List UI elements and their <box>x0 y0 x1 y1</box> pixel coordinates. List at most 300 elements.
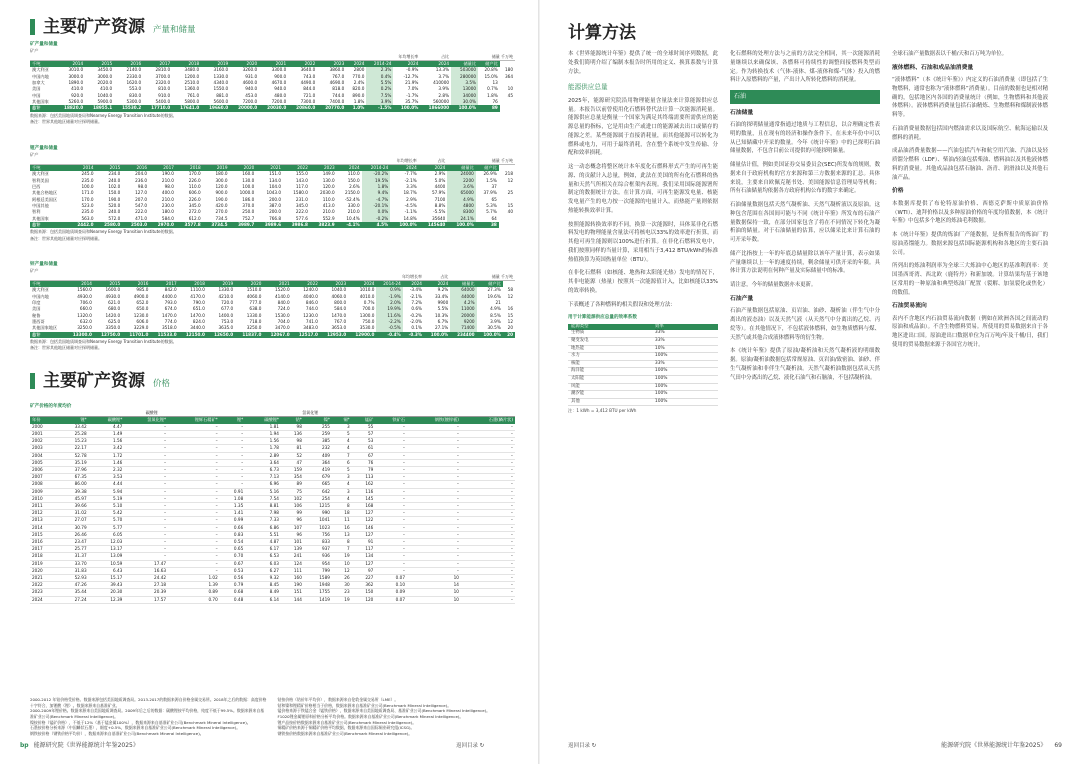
table-row <box>30 589 515 596</box>
table-cell: 750.0 <box>362 318 375 324</box>
table-cell: – <box>220 438 245 445</box>
table-cell: 30.79 <box>58 524 89 531</box>
table-cell: 1330.0 <box>246 312 262 318</box>
table-cell: 0.65 <box>220 546 245 553</box>
footer-text: 能源研究院《世界能源统计年鉴2025》 <box>941 741 1047 749</box>
table-cell: 272.0 <box>188 209 201 215</box>
table-cell: 3229.0 <box>133 325 149 331</box>
table-cell: 3350.0 <box>105 325 121 331</box>
table-cell: 3 <box>332 474 352 481</box>
table-header-cell: 2024 <box>393 61 420 68</box>
table-cell: 218 <box>505 171 513 177</box>
table-cell: – <box>461 424 515 431</box>
table-cell: 160.0 <box>242 171 255 177</box>
table-cell: 210.0 <box>161 177 174 183</box>
table-cell: 86.00 <box>58 481 89 488</box>
table-cell: 234400 <box>450 332 476 338</box>
table-cell: 744.0 <box>332 92 345 98</box>
table-cell: 45.97 <box>58 495 89 502</box>
table-cell: 10 <box>407 589 461 596</box>
table-cell: – <box>124 517 168 524</box>
table-header-row <box>30 281 515 288</box>
table-cell: 3160.0 <box>213 67 229 73</box>
table-cell: -1.7% <box>406 92 419 98</box>
table-cell: 162 <box>352 481 376 488</box>
table-header-cell: 铁矿石 <box>375 417 407 424</box>
table-cell: 2012 <box>30 510 58 517</box>
table-cell: 100.0 <box>242 184 255 190</box>
table-cell: – <box>168 517 220 524</box>
table-cell: 13 <box>332 531 352 538</box>
table-cell: 4060.0 <box>246 293 262 299</box>
table-cell: 577.6 <box>295 215 308 221</box>
table-row <box>568 368 718 376</box>
table-cell: 1560.0 <box>77 287 92 293</box>
table-cell: 100% <box>652 398 718 406</box>
table-cell: 2.9% <box>406 196 417 202</box>
table-cell: – <box>375 424 407 431</box>
table-cell: – <box>124 539 168 546</box>
table-cell: 553.0 <box>129 86 142 92</box>
section-subtitle: 价格 <box>153 379 171 389</box>
table-cell: 19.9% <box>376 306 402 312</box>
note-line: 锰价格来源于铁锰合金（锰铁价格），数据来源来自美国地质调查局、基准矿业公司(Benchmark Mineral Intelligence)。 <box>277 708 491 714</box>
table-cell: – <box>461 524 515 531</box>
table-cell: 145 <box>352 495 376 502</box>
table-row <box>568 391 718 399</box>
table-cell: 3530.0 <box>359 325 375 331</box>
table-cell: 900.0 <box>274 73 287 79</box>
table-cell: 秘鲁 <box>32 312 41 318</box>
table-cell: 100% <box>652 376 718 384</box>
table-cell: – <box>124 467 168 474</box>
table-cell: 150.0 <box>108 190 121 196</box>
table-row <box>30 567 515 574</box>
table-cell: 1420.0 <box>105 312 121 318</box>
table-cell: – <box>461 582 515 589</box>
heading-oil-reserves: 石油储量 <box>730 109 754 116</box>
table-cell: 106 <box>281 503 304 510</box>
table-cell: 1.46 <box>89 459 125 466</box>
table-cell: 3450.0 <box>97 67 113 73</box>
table-cell: 0.66 <box>220 524 245 531</box>
table-cell: 19.5% <box>362 178 391 184</box>
table-cell: 37 <box>491 184 497 190</box>
table-cell: -52.4% <box>344 196 360 202</box>
table-cell: 1419 <box>304 596 332 603</box>
table-cell: – <box>168 474 220 481</box>
table-cell: 5.70 <box>89 517 125 524</box>
table-cell: 721.0 <box>303 92 316 98</box>
table-cell: 12953.0 <box>320 332 348 338</box>
table-row <box>30 546 515 553</box>
table-note: 备注：世界其他地区储量对应探明储量。 <box>30 345 102 351</box>
table-cell: – <box>461 445 515 452</box>
table-cell: -20.2% <box>362 171 391 177</box>
table-cell: 3860.0 <box>329 67 345 73</box>
table-cell: 33.70 <box>58 560 89 567</box>
table-cell: 1866000 <box>420 105 451 111</box>
table-cell: 0.07 <box>375 575 407 582</box>
table-header-cell: 储产比 <box>477 281 503 288</box>
table-cell: -1.9% <box>376 294 402 300</box>
table-cell: 11533.0 <box>150 332 178 338</box>
table-cell: 20.8% <box>484 67 498 73</box>
table-header-cell: 2014-24 <box>376 281 402 288</box>
table-cell: 9.32 <box>245 575 281 582</box>
table-cell: 990 <box>304 510 332 517</box>
table-cell: 1948 <box>304 582 332 589</box>
table-cell: – <box>168 424 220 431</box>
table-cell: 37.96 <box>58 467 89 474</box>
table-cell: 11837.0 <box>235 332 263 338</box>
table-cell: 33% <box>652 338 718 346</box>
table-cell: 1330.0 <box>213 73 229 79</box>
table-cell: 4930.0 <box>105 293 121 299</box>
table-cell: 650.0 <box>136 306 149 312</box>
table-cell: 智利 <box>32 209 41 215</box>
table-cell: -2.2% <box>376 319 402 325</box>
lithium-table-block <box>30 146 515 241</box>
table-cell: 110.0 <box>347 171 360 177</box>
table-cell: 606.0 <box>188 190 201 196</box>
table-cell: 5.19 <box>89 495 125 502</box>
table-cell: 6 <box>332 459 352 466</box>
table-total-row <box>30 105 515 111</box>
table-cell: 中国内地 <box>32 73 49 79</box>
table-cell: 752.7 <box>242 215 255 221</box>
table-cell: 18820.0 <box>56 105 85 111</box>
table-cell: 1470.0 <box>331 312 347 318</box>
paragraph: 石油消费量数据包括国内燃油需求以及国际航空、航海运输以及燃料的消耗。 <box>892 125 1048 141</box>
text-column-2 <box>730 50 880 387</box>
table-cell: 241 <box>281 553 304 560</box>
table-cell: 2020.0 <box>97 80 113 86</box>
table-row <box>30 560 515 567</box>
table-cell: 3.5% <box>451 80 478 86</box>
table-cell: 81 <box>281 445 304 452</box>
table-cell: 117.0 <box>295 184 308 190</box>
table-cell: 4140.0 <box>275 293 290 299</box>
table-cell: 澳大利亚 <box>32 171 49 177</box>
oil-section-bar: 石油 <box>730 90 880 104</box>
table-cell: 智利美国 <box>32 177 49 183</box>
table-cell: 4.2% <box>450 300 476 306</box>
table-cell: 12 <box>507 318 513 324</box>
table-caption: 锌产量和储量 <box>30 262 58 267</box>
table-subheader-row <box>30 274 515 281</box>
table-cell: 聚变发电 <box>568 338 652 346</box>
page-number: 69 <box>1054 741 1062 749</box>
table-cell: 3.9% <box>366 99 393 105</box>
table-cell: -2.1% <box>409 293 422 299</box>
table-cell: 12.03 <box>89 539 125 546</box>
table-cell: 3653.0 <box>331 325 347 331</box>
zinc-table-block <box>30 262 515 351</box>
table-cell: 3.64 <box>245 459 281 466</box>
table-cell: – <box>168 430 220 437</box>
table-cell: 2009 <box>30 488 58 495</box>
table-cell: 45 <box>507 92 513 98</box>
table-cell: 770.0 <box>352 73 365 79</box>
table-cell: 10 <box>407 596 461 603</box>
table-cell: 20860.0 <box>288 105 317 111</box>
table-cell: 89 <box>478 105 500 111</box>
table-cell: 124 <box>281 560 304 567</box>
table-row <box>30 539 515 546</box>
table-header-cell: 千吨 <box>30 281 66 288</box>
table-cell: 160 <box>281 575 304 582</box>
table-cell: – <box>168 495 220 502</box>
table-cell: 7400.0 <box>329 98 345 104</box>
paragraph: “液体燃料”（本《统计年鉴》）内定义的石油消费量（即包括了生物燃料，通常也称为“液体燃料”消费量）。目前的数据也是相对精确的，包括地区内各国的消费量统计（例如，生物燃料和其他液体燃料）。液体燃料消费量包括石油精炼、生物燃料和煤制液体燃料等。 <box>892 77 1048 119</box>
table-header-cell: 2024 <box>390 165 419 172</box>
table-header-cell: 锂* <box>220 417 245 424</box>
table-header-cell: 千吨 <box>30 61 56 68</box>
table-cell: 724.0 <box>277 306 290 312</box>
table-cell: 150.0 <box>347 177 360 183</box>
table-cell: – <box>461 503 515 510</box>
text-column-1 <box>568 50 718 415</box>
table-cell: 4.47 <box>89 424 125 431</box>
table-header-cell: 2015 <box>85 61 114 68</box>
table-cell: 810.0 <box>158 86 171 92</box>
table-cell: 3000.0 <box>97 73 113 79</box>
table-cell: 2008 <box>30 481 58 488</box>
table-cell: 水力 <box>568 353 652 361</box>
back-to-toc-link[interactable]: 返回目录 ↻ <box>456 742 485 749</box>
table-cell: – <box>375 459 407 466</box>
table-cell: 245.0 <box>81 171 94 177</box>
paragraph: 所列出的炼油利润率为全球三大炼油中心地区的基准利润率：美国墨西哥湾、西北欧（鹿特丹）和新加坡。计算结果均基于该地区常用的一种原油和典型炼油厂配置（裂解、加氢裂化或焦化）的数值。 <box>892 263 1048 296</box>
production-table <box>30 274 515 338</box>
table-cell: 4340.0 <box>213 80 229 86</box>
table-cell: 300.0 <box>215 177 228 183</box>
table-cell: 4 <box>332 481 352 488</box>
table-header-cell <box>30 274 376 281</box>
table-cell: 1230.0 <box>133 312 149 318</box>
table-cell: 552.9 <box>322 215 335 221</box>
table-cell: – <box>124 481 168 488</box>
table-cell: 420.0 <box>215 202 228 208</box>
table-cell: 79 <box>352 467 376 474</box>
table-cell: 920.0 <box>71 92 84 98</box>
table-cell: 149.0 <box>322 171 335 177</box>
table-cell: – <box>168 510 220 517</box>
table-cell: 6.03 <box>245 560 281 567</box>
table-cell: 409 <box>304 452 332 459</box>
table-cell: 3250.0 <box>246 325 262 331</box>
table-cell: – <box>220 424 245 431</box>
table-cell: – <box>375 438 407 445</box>
table-cell: 5.5% <box>437 306 449 312</box>
table-header-cell: 2020 <box>230 165 257 172</box>
table-cell: 1400.0 <box>218 312 234 318</box>
table-cell: 0.48 <box>220 596 245 603</box>
note-line: 钴和镍和锂精矿价格相当于价格，数据来源来自基准矿业公司(Benchmark Mineral Intelligence)。 <box>277 702 452 708</box>
table-cell: 171.0 <box>81 190 94 196</box>
heading-liquid-fuels: 液体燃料、石油和成品油消费量 <box>892 64 974 71</box>
table-cell: 1.41 <box>220 510 245 517</box>
table-row <box>30 445 515 452</box>
table-cell: 767.0 <box>334 318 347 324</box>
table-cell: 1470.0 <box>190 312 205 318</box>
table-note: 备注：世界其他地区储量对应探明储量。 <box>30 118 102 124</box>
table-cell: 844.0 <box>303 86 316 92</box>
table-cell: 222.0 <box>135 209 148 215</box>
table-cell: 107 <box>281 524 304 531</box>
table-cell: 4040.0 <box>303 293 318 299</box>
table-cell: -0.3% <box>403 332 424 338</box>
table-row <box>568 360 718 368</box>
table-cell: 1589 <box>304 575 332 582</box>
table-cell: 2.9% <box>434 171 446 177</box>
table-row <box>568 330 718 337</box>
table-cell: -0.4% <box>376 332 402 338</box>
table-cell: 6.53 <box>245 553 281 560</box>
table-cell: 10.3% <box>434 312 449 318</box>
section-header-price <box>30 370 170 393</box>
table-cell: 5.77 <box>89 524 125 531</box>
table-cell: 621.0 <box>108 300 121 306</box>
table-header-cell: 2024 <box>348 281 376 288</box>
table-cell: 6.86 <box>245 524 281 531</box>
table-cell: 13.09 <box>89 553 125 560</box>
table-cell: 5.42 <box>89 510 125 517</box>
table-cell: 2.6% <box>349 184 360 190</box>
table-cell: 767.0 <box>332 73 345 79</box>
table-cell: 665 <box>304 481 332 488</box>
note-line: 镍按价格（锰矿价格），不低于12%（基于锰金属100%），数据来源来自基准矿业公司(Benchmark Mineral Intelligence)。 <box>30 719 251 725</box>
table-cell: 2.8% <box>438 92 450 98</box>
notes-column-1 <box>30 697 268 737</box>
table-cell: 385 <box>304 438 332 445</box>
table-header-cell: 2017 <box>149 165 176 172</box>
table-cell: 2011 <box>30 503 58 510</box>
price-group-2: 氢氧化锂 <box>245 410 375 417</box>
table-cell: 13.17 <box>89 546 125 553</box>
table-cell: 563.0 <box>81 215 94 221</box>
table-cell: 3480.0 <box>184 67 200 73</box>
table-cell: 632.0 <box>79 318 92 324</box>
price-table <box>30 410 515 604</box>
table-row <box>30 474 515 481</box>
table-cell: 120.0 <box>322 184 335 190</box>
table-cell: 14.8% <box>403 215 417 221</box>
table-cell: 1.8% <box>487 92 498 98</box>
table-cell: 110.0 <box>188 184 201 190</box>
back-to-toc-link[interactable]: 返回目录 ↻ <box>568 742 597 749</box>
table-cell: – <box>407 553 461 560</box>
table-cell: 734.5 <box>215 215 228 221</box>
table-cell: 20000 <box>450 313 476 319</box>
table-cell: – <box>220 430 245 437</box>
cobalt-table-block <box>30 42 515 124</box>
table-cell: 4.87 <box>245 539 281 546</box>
table-header-cell: 2024 <box>424 281 450 288</box>
table-header-cell: 2023 <box>320 281 348 288</box>
table-cell: – <box>375 539 407 546</box>
table-cell: 100% <box>652 353 718 361</box>
table-cell: 24000 <box>447 171 476 177</box>
table-cell: – <box>407 510 461 517</box>
intro-paragraph: 本《世界能源统计年鉴》提供了统一的全球时间序列数据，此处我们简明介绍了编制本报告时所用的定义、换算系数与计算方法。 <box>568 51 718 75</box>
table-cell: 地热能 <box>568 345 652 353</box>
table-cell: 21.9% <box>405 80 419 86</box>
table-cell: 5800.0 <box>184 98 200 104</box>
table-cell: 34000 <box>451 93 478 99</box>
table-cell: – <box>124 553 168 560</box>
table-cell: 410.0 <box>71 86 84 92</box>
table-cell: 61 <box>352 445 376 452</box>
table-cell: 0.91 <box>220 488 245 495</box>
paragraph: 本《统计年鉴》提供了原油/凝析油和天然气凝析液的明细数据。原油/凝析油数据包括常规原油、页岩油/致密油、油砂、伴生气凝析油和非伴生气凝析油。天然气凝析油数据包括从天然气田中分离出的乙烷、液化石油气和石脑油，不包括凝析油。 <box>730 348 880 381</box>
table-cell: 1.49 <box>89 430 125 437</box>
table-cell: 17710.0 <box>143 105 172 111</box>
table-cell: 846.0 <box>305 300 318 306</box>
table-cell: 3.9% <box>490 318 501 324</box>
table-header-cell: 锰矿 <box>352 417 376 424</box>
table-header-cell: 效率 <box>652 324 718 331</box>
table-cell: 89 <box>281 481 304 488</box>
table-row <box>30 481 515 488</box>
table-cell: 345.0 <box>188 202 201 208</box>
table-cell: 818.0 <box>332 86 345 92</box>
table-row <box>30 467 515 474</box>
table-cell: 122 <box>352 517 376 524</box>
table-cell: – <box>461 539 515 546</box>
table-cell: – <box>168 546 220 553</box>
table-row <box>30 67 515 73</box>
table-header-cell: 千吨 <box>30 165 69 172</box>
table-cell: 35.7% <box>405 98 419 104</box>
table-cell: 0.7% <box>487 86 498 92</box>
table-cell: 741.0 <box>305 318 318 324</box>
table-cell: 638.0 <box>249 306 262 312</box>
table-cell: – <box>375 560 407 567</box>
table-cell: 1040.0 <box>331 287 347 293</box>
table-header-cell: 氢氧化锂* <box>124 417 168 424</box>
table-cell: 720.0 <box>221 300 234 306</box>
table-cell: 5 <box>332 467 352 474</box>
table-cell: 澳大利亚 <box>32 67 49 73</box>
table-cell: 18 <box>332 510 352 517</box>
table-cell: – <box>124 546 168 553</box>
table-cell: 151.0 <box>269 171 282 177</box>
table-cell: 2002 <box>30 438 58 445</box>
table-cell: 1.81 <box>245 424 281 431</box>
table-cell: 5300.0 <box>126 98 142 104</box>
section-title: 主要矿产资源 <box>43 17 145 37</box>
table-cell: – <box>168 438 220 445</box>
table-cell: – <box>220 481 245 488</box>
table-cell: 7.0% <box>407 86 419 92</box>
table-cell: 4930.0 <box>77 293 92 299</box>
table-cell: 753.0 <box>221 318 234 324</box>
table-cell: 18955.1 <box>85 105 114 111</box>
table-header-cell: 储量 千万吨 <box>447 158 515 165</box>
table-cell: 4400 <box>434 184 446 190</box>
table-cell: 756 <box>304 531 332 538</box>
table-cell: 1.78 <box>245 445 281 452</box>
table-row <box>568 383 718 391</box>
table-cell: 2001 <box>30 430 58 437</box>
table-cell: 180 <box>505 67 513 73</box>
table-cell: 0.07 <box>375 596 407 603</box>
table-row <box>30 452 515 459</box>
table-cell: 0.53 <box>220 567 245 574</box>
table-cell: 1530.0 <box>275 312 290 318</box>
